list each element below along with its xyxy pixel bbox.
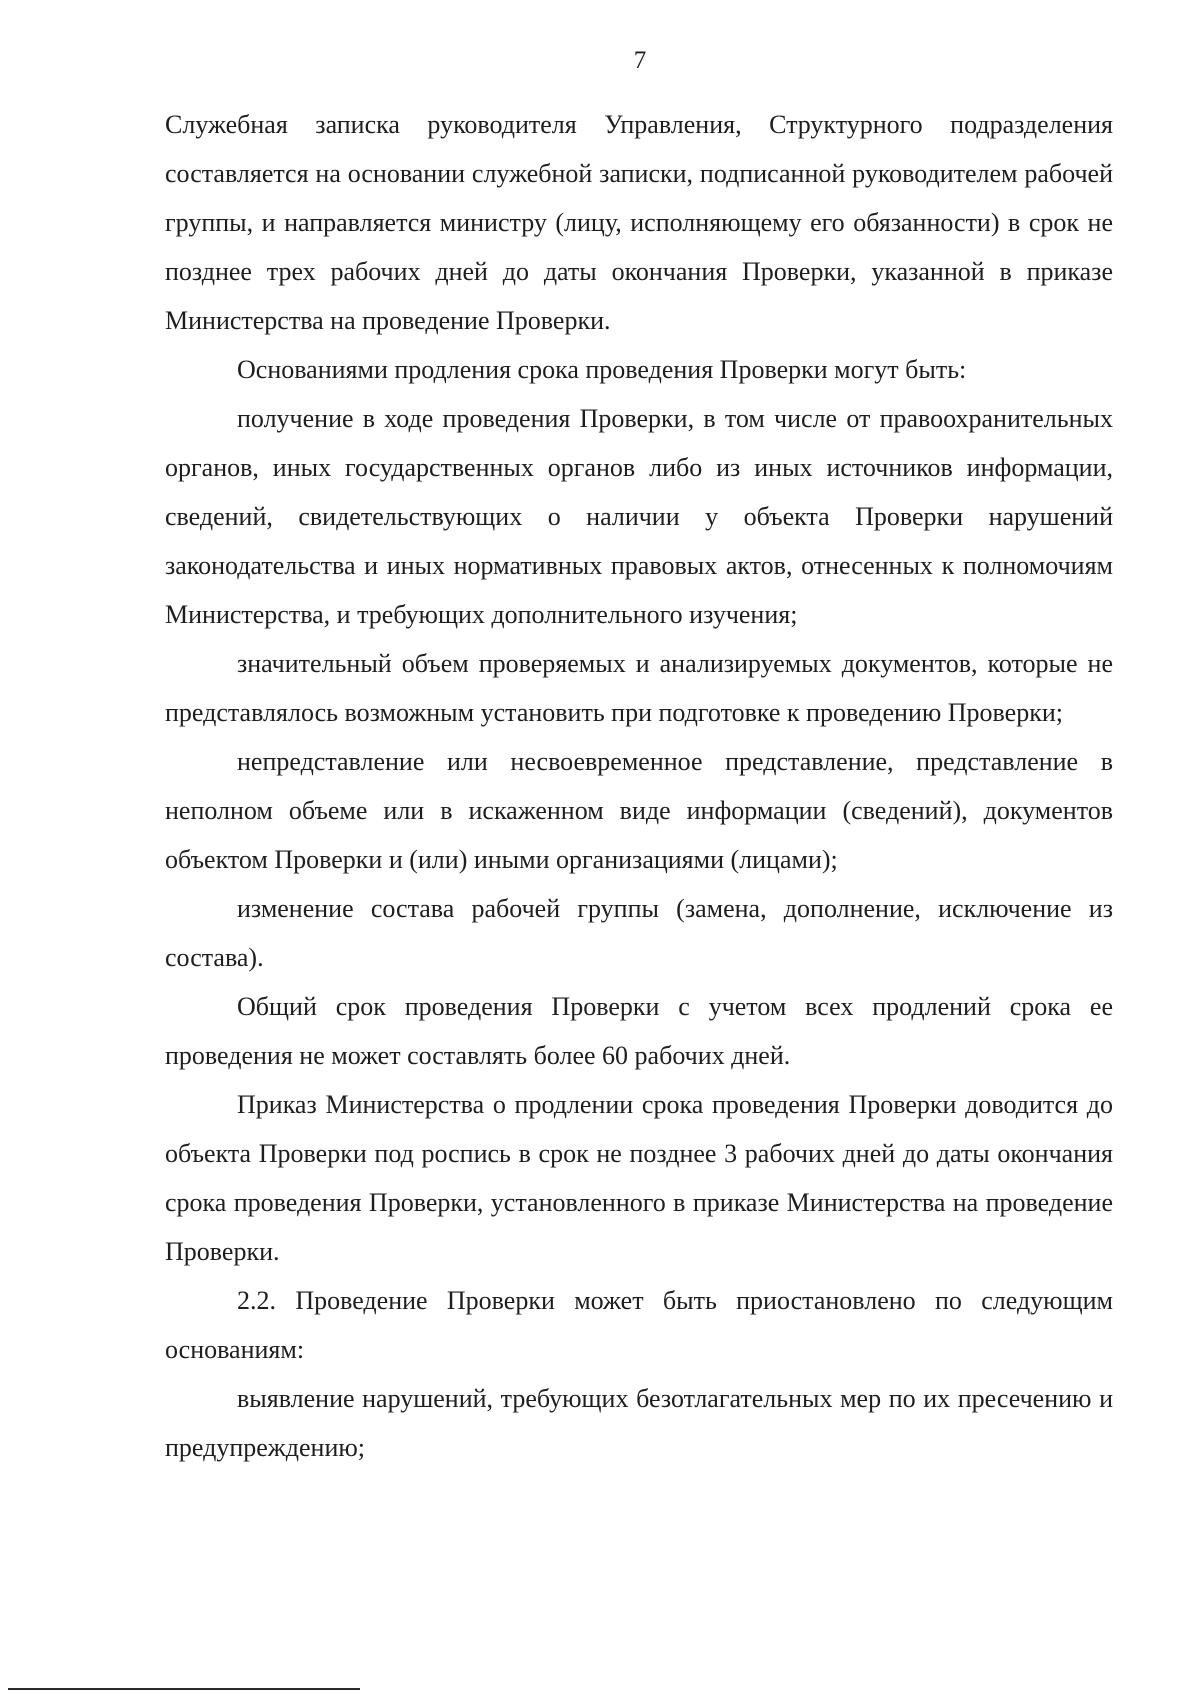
footer-rule xyxy=(8,1688,360,1690)
paragraph-total-term: Общий срок проведения Проверки с учетом всех продлений срока ее проведения не может составлять более 60 рабочих дней. xyxy=(165,992,1113,1070)
paragraph-suspension: 2.2. Проведение Проверки может быть приостановлено по следующим основаниям: xyxy=(165,1286,1113,1364)
document-body xyxy=(165,100,1113,1472)
paragraph-extension-grounds: Основаниями продления срока проведения Проверки могут быть: xyxy=(237,355,967,384)
paragraph-order-notification: Приказ Министерства о продлении срока проведения Проверки доводится до объекта Проверки под роспись в срок не позднее 3 рабочих дней до даты окончания срока проведения Проверки, установленного в приказе Министерства на проведение Проверки. xyxy=(165,1090,1113,1266)
page-number: 7 xyxy=(633,47,647,74)
paragraph-ground-team-change: изменение состава рабочей группы (замена, дополнение, исключение из состава). xyxy=(165,894,1113,972)
paragraph-service-note: Служебная записка руководителя Управления, Структурного подразделения составляется на основании служебной записки, подписанной руководителем рабочей группы, и направляется министру (лицу, исполняющему его обязанности) в срок не позднее трех рабочих дней до даты окончания Проверки, указанной в приказе Министерства на проведение Проверки. xyxy=(165,110,1113,335)
paragraph-suspension-ground-violations: выявление нарушений, требующих безотлагательных мер по их пресечению и предупреждению; xyxy=(165,1384,1113,1462)
paragraph-ground-nonsubmission: непредставление или несвоевременное представление, представление в неполном объеме или в искаженном виде информации (сведений), документов объектом Проверки и (или) иными организациями (лицами); xyxy=(165,747,1113,874)
paragraph-ground-information: получение в ходе проведения Проверки, в том числе от правоохранительных органов, иных государственных органов либо из иных источников информации, сведений, свидетельствующих о наличии у объекта Проверки нарушений законодательства и иных нормативных правовых актов, отнесенных к полномочиям Министерства, и требующих дополнительного изучения; xyxy=(165,404,1113,629)
paragraph-ground-volume: значительный объем проверяемых и анализируемых документов, которые не представлялось возможным установить при подготовке к проведению Проверки; xyxy=(165,649,1113,727)
